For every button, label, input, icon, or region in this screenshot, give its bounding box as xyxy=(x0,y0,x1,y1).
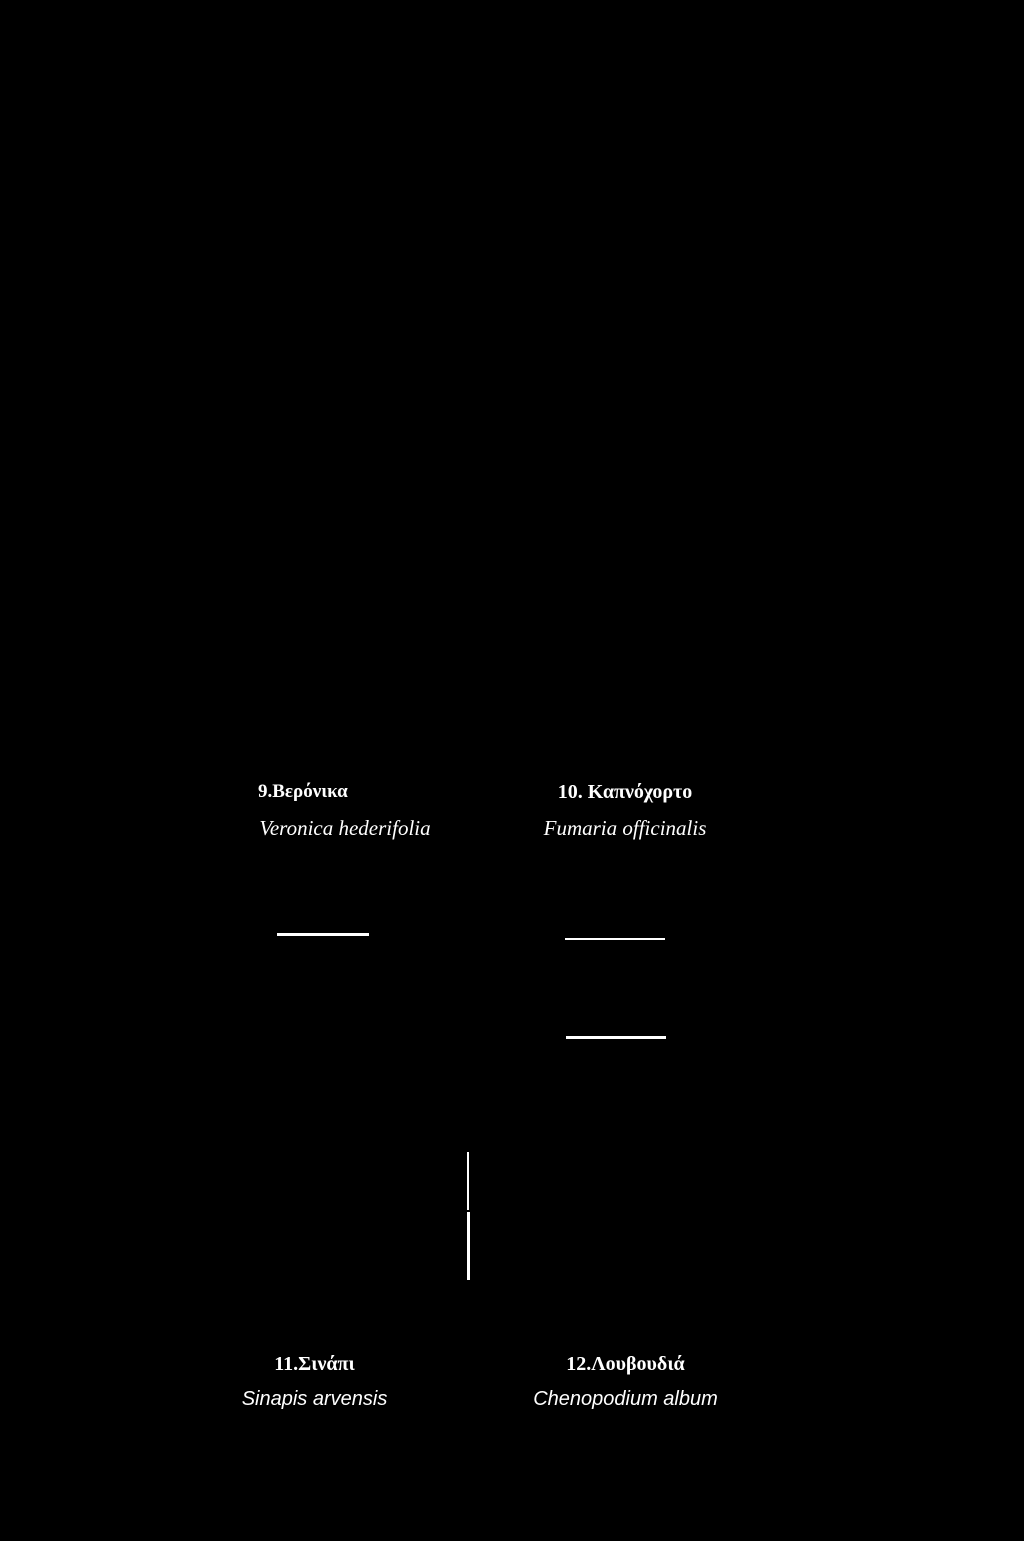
caption-scientific-name: Veronica hederifolia xyxy=(259,816,431,840)
caption-title: 11.Σινάπι xyxy=(274,1353,355,1375)
divider-line xyxy=(566,1036,666,1039)
divider-line xyxy=(277,933,369,936)
caption-scientific-name: Chenopodium album xyxy=(533,1388,718,1410)
caption-sinapis xyxy=(232,1352,397,1412)
divider-line-vertical xyxy=(467,1212,470,1280)
caption-title: 12.Λουβουδιά xyxy=(566,1353,685,1375)
divider-line-vertical xyxy=(467,1152,469,1210)
caption-fumaria xyxy=(525,780,725,841)
caption-chenopodium xyxy=(528,1352,723,1412)
caption-scientific-name: Fumaria officinalis xyxy=(543,816,707,840)
caption-scientific-name: Sinapis arvensis xyxy=(241,1388,388,1410)
caption-title: 9.Βερόνικα xyxy=(258,781,348,802)
divider-line xyxy=(565,938,665,940)
caption-title: 10. Καπνόχορτο xyxy=(557,781,693,803)
caption-veronica xyxy=(240,780,450,841)
